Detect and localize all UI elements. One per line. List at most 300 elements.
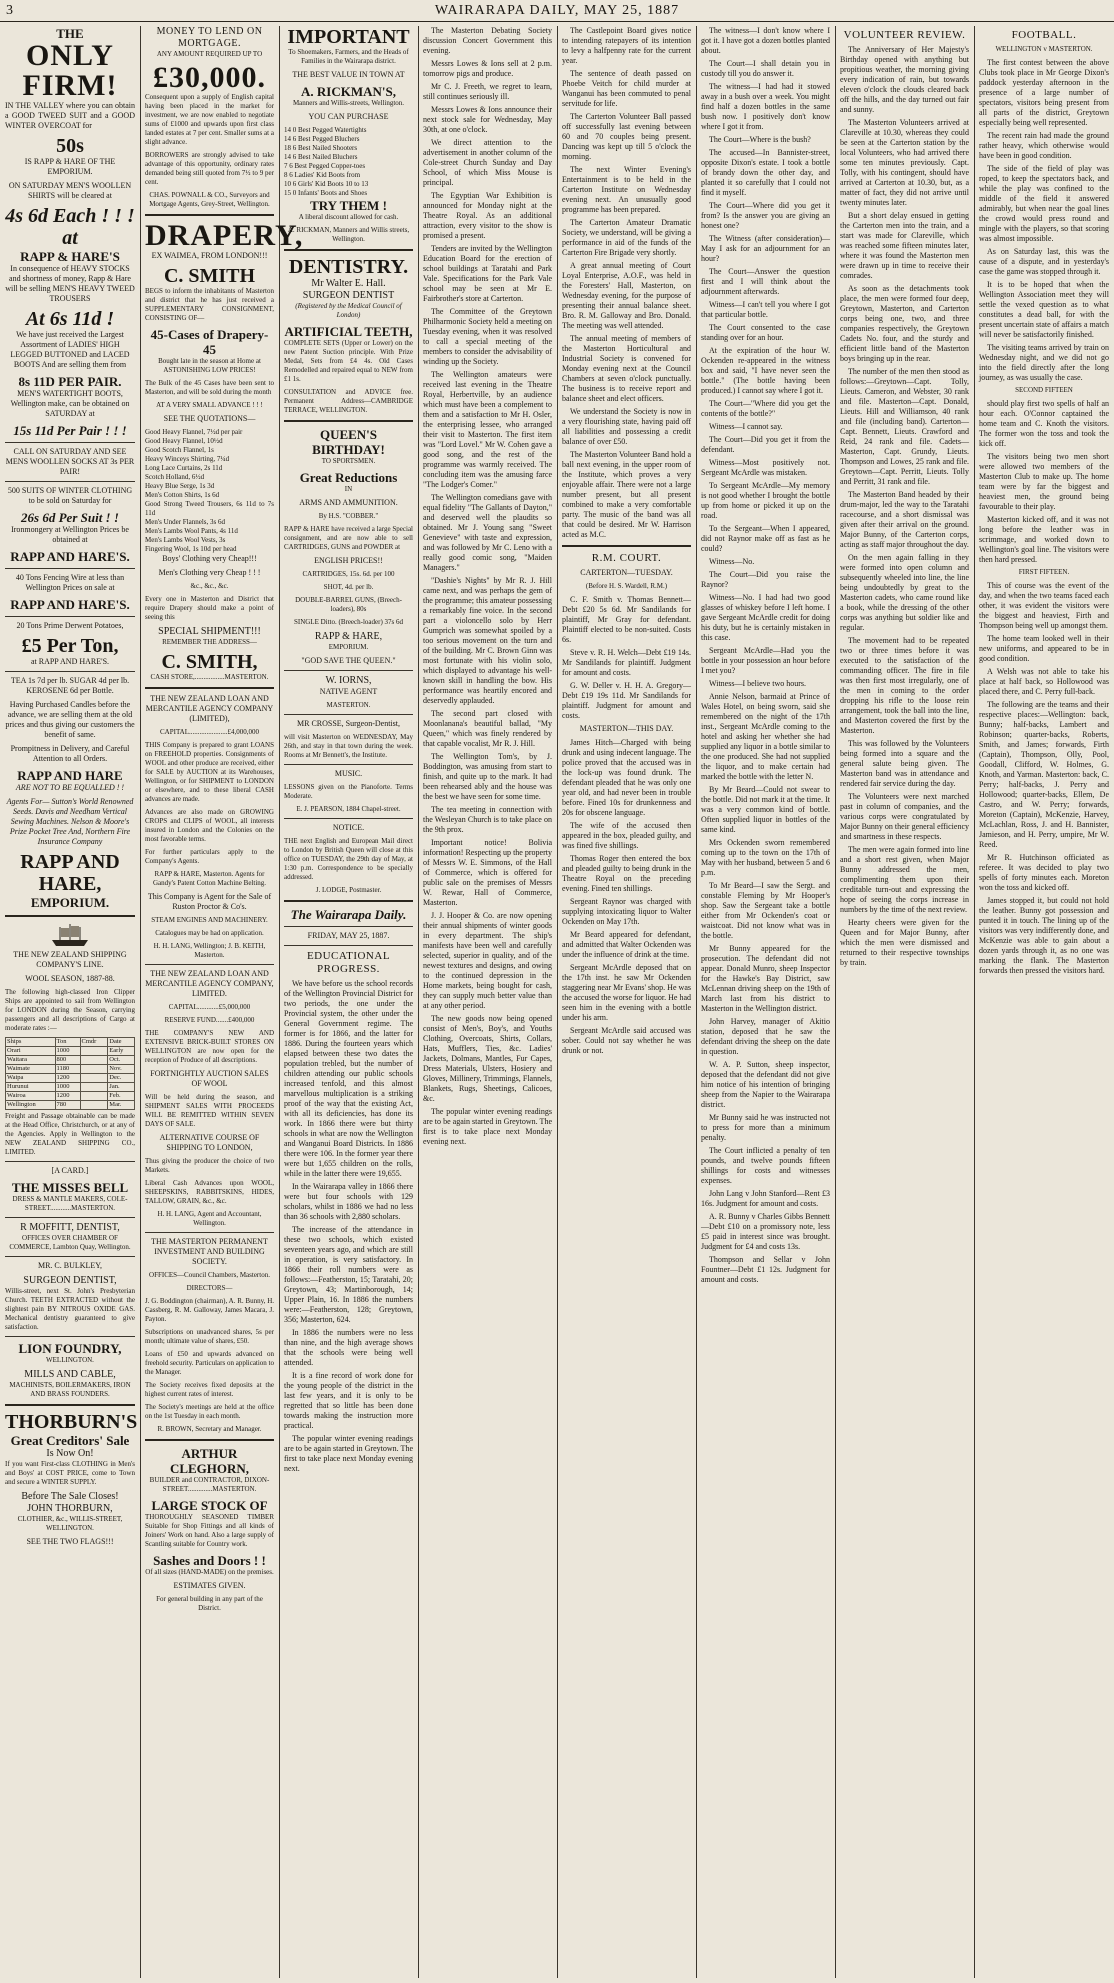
- news-item: The Masterton Debating Society discussion Concert Government this evening.: [423, 26, 552, 55]
- news-item: The sentence of death passed on Phoebe Veitch for child murder at Wanganui has been commuted to penal servitude for life.: [562, 69, 691, 108]
- list-item: 7 6 Best Pegged Copper-toes: [284, 162, 366, 170]
- ship-text: Freight and Passage obtainable can be made at the Head Office, Christchurch, or at any of the Agencies. Apply in Wellington to the NEW ZEALAND SHIPPING CO., LIMITED.: [5, 1112, 135, 1156]
- court-item: James Hitch—Charged with being drunk and using indecent language. The police proved that the accused was in the lock-up was found drunk. The defendant pleaded that he was only one year old, and had never been in trouble before. Fined 10s for drunkenness and 20s for obscene language.: [562, 738, 691, 817]
- table-row: [6, 1047, 135, 1056]
- ad-text: R. BROWN, Secretary and Manager.: [157, 1425, 262, 1433]
- court-item: The wife of the accused then appeared in the box, pleaded guilty, and was fined five shillings.: [562, 821, 691, 850]
- ad-headline: Great Creditors' Sale: [10, 1433, 130, 1448]
- ad-firm: R MOFFITT, DENTIST,: [20, 1222, 120, 1233]
- ad-text: IN: [344, 485, 353, 493]
- table-row: [6, 1083, 135, 1092]
- ad-headline: Before The Sale Closes!: [21, 1491, 119, 1502]
- ad-text: REMEMBER THE ADDRESS—: [162, 638, 257, 646]
- table-cell: 800: [55, 1056, 80, 1065]
- list-item: 14 6 Best Nailed Bluchers: [284, 153, 358, 161]
- section-subheading: MASTERTON—THIS DAY.: [579, 724, 674, 733]
- ad-text: DIRECTORS—: [186, 1284, 233, 1292]
- news-item: We direct attention to the advertisement in another column of the Cole-street Church Sunday and Day School, of which Miss Mouse is principal.: [423, 138, 552, 187]
- ad-text: For further particulars apply to the Company's Agents.: [145, 848, 274, 865]
- table-cell: 1000: [55, 1083, 80, 1092]
- ad-firm: THORBURN'S: [5, 1411, 138, 1433]
- ad-text: IS RAPP & HARE OF THE EMPORIUM.: [24, 157, 116, 176]
- ad-price: 8s 11D PER PAIR.: [18, 374, 122, 389]
- ad-text: ESTIMATES GIVEN.: [173, 1581, 246, 1590]
- court-item: The Court—"Where did you get the contents of the bottle?": [701, 399, 830, 418]
- table-header: Date: [108, 1038, 135, 1047]
- ad-heading: NOTICE.: [332, 823, 365, 832]
- ad-firm: RAPP AND HARE'S.: [10, 597, 130, 612]
- news-item: Messrs Lowes & Ions announce their next stock sale for Wednesday, May 30th, at one o'clock.: [423, 105, 552, 134]
- ad-text: Liberal Cash Advances upon WOOL, SHEEPSKINS, RABBITSKINS, HIDES, TALLOW, GRAIN, &c., &c.: [145, 1179, 274, 1205]
- court-item: Sergeant McArdle—Had you the bottle in your possession an hour before I met you?: [701, 646, 830, 675]
- court-item: A. R. Bunny v Charles Gibbs Bennett—Debt £10 on a promissory note, less £5 paid in interest since was brought. Judgment for £4 and costs 13s.: [701, 1212, 830, 1251]
- news-item: The popular winter evening readings are to be again started in Greytown. The first is to take place next Monday evening next.: [423, 1107, 552, 1146]
- ship-text: The following high-classed Iron Clipper Ships are appointed to sail from Wellington for LONDON during the Season, carrying passengers and all descriptions of Cargo at moderate rates :—: [5, 988, 135, 1032]
- table-cell: Feb.: [108, 1092, 135, 1101]
- article-paragraph: As on Saturday last, this was the cause of a dispute, and in yesterday's case the game was stopped through it.: [979, 247, 1109, 276]
- ad-text: CAPITAL............£5,000,000: [168, 1003, 251, 1011]
- ad-heading: ALTERNATIVE COURSE OF SHIPPING TO LONDON,: [159, 1133, 260, 1152]
- table-header: Ton: [55, 1038, 80, 1047]
- ship-season: WOOL SEASON, 1887-88.: [25, 974, 115, 983]
- ad-text: will visit Masterton on WEDNESDAY, May 26th, and stay in that town during the week. Rooms at Mr Bennett's, the Institute.: [284, 733, 413, 759]
- table-cell: 1000: [55, 1047, 80, 1056]
- ad-text: Prompitness in Delivery, and Careful Attention to all Orders.: [10, 744, 130, 763]
- section-subheading: (Before H. S. Wardell, R.M.): [585, 582, 668, 590]
- list-item: Heavy Blue Serge, 1s 3d: [145, 482, 215, 490]
- table-row: [6, 1074, 135, 1083]
- court-item: Thomas Roger then entered the box and pleaded guilty to being drunk in the Theatre Royal on the preceding evening. Fined ten shillings.: [562, 854, 691, 893]
- news-item: The new goods now being opened consist of Men's, Boy's, and Youths Clothing, Overcoats, Shirts, Collars, Hats, Mufflers, Ties, &c. Ladies' Jackets, Dolmans, Mantles, Fur Capes, Dress Materials, Ulsters, Hosiery and Gloves, Millinery, Trimmings, Flannels, Blankets, Rugs, Sheetings, Calicoes, &c.: [423, 1014, 552, 1103]
- list-item: Scotch Holland, 6½d: [145, 473, 205, 481]
- article-subheading: FIRST FIFTEEN.: [1018, 568, 1070, 576]
- court-item: The Court consented to the case standing over for an hour.: [701, 323, 830, 342]
- article-paragraph: The movement had to be repeated two or three times before it was executed to the satisfaction of the commanding officer. The fire in file was then first most irregularly, one of the men in coming to the order dropping his rifle to the loose rein arrangement, took the ball into the line, and Masterton covered the first by the Masterton.: [840, 636, 969, 735]
- ad-text: MEN'S WATERTIGHT BOOTS, Wellington make, can be obtained on SATURDAY at: [10, 389, 130, 418]
- table-cell: [80, 1092, 108, 1101]
- news-item: J. J. Hooper & Co. are now opening their annual shipments of winter goods in every department. The ship's manifests have been well and carefully selected, superior in quality, and of the newest textures and designs, and owing to the continued depression in the Home markets, being bought for cash, they can supply much better value than at any other period.: [423, 911, 552, 1010]
- court-item: G. W. Deller v. H. H. A. Gregory—Debt £19 19s 11d. Mr Sandilands for plaintiff. Judgment for amount and costs.: [562, 681, 691, 720]
- table-cell: [80, 1083, 108, 1092]
- court-item: Witness—No. I had had two good glasses of whiskey before I left home. I gave Sergeant McArdle credit for doing his duty, but he is certainly mistaken in this case.: [701, 593, 830, 642]
- ad-heading: "GOD SAVE THE QUEEN.": [301, 656, 396, 665]
- list-item: Men's Lambs Wool Vests, 3s: [145, 536, 226, 544]
- court-item: Steve v. R. H. Welch—Debt £19 14s. Mr Sandilands for plaintiff. Judgment for amount and costs.: [562, 648, 691, 677]
- ad-text: A liberal discount allowed for cash.: [298, 213, 399, 221]
- article-paragraph: This of course was the event of the day, and when the two teams faced each other, it was evident the visitors were the biggest and heaviest, Firth and Thompson being well up amongst them.: [979, 581, 1109, 630]
- table-header: Cmdr: [80, 1038, 108, 1047]
- table-cell: [80, 1056, 108, 1065]
- ad-text: IN THE VALLEY where you can obtain a GOOD TWEED SUIT and a GOOD WINTER OVERCOAT for: [5, 101, 135, 130]
- news-item: The next Winter Evening's Entertainment is to be held in the Carterton Institute on Wednesday evening next. An unusually good programme has been prepared.: [562, 165, 691, 214]
- article-paragraph: The first contest between the above Clubs took place in Mr George Dixon's paddock yesterday afternoon in the presence of a large number of spectators, visitors being present from all parts of the district, Greytown especially being well represented.: [979, 58, 1109, 127]
- court-item: W. A. P. Sutton, sheep inspector, deposed that the defendant did not give him notice of his intention of bringing sheep from the Napier to the Wairarapa district.: [701, 1060, 830, 1109]
- ad-text: CONSULTATION and ADVICE free. Permanent Address—CAMBRIDGE TERRACE, WELLINGTON.: [284, 388, 413, 414]
- list-item: Men's Cotton Shirts, 1s 6d: [145, 491, 220, 499]
- ad-text: STEAM ENGINES AND MACHINERY.: [151, 916, 268, 924]
- article-paragraph: It is to be hoped that when the Wellington Association meet they will settle the vexed question as to what constitutes a dead ball, for with the present uncertain state of affairs a match will never be satisfactorily finished.: [979, 280, 1109, 339]
- ad-heading: SURGEON DENTIST: [302, 290, 395, 301]
- ad-headline: ONLY FIRM!: [22, 39, 118, 102]
- article-paragraph: The following are the teams and their respective places:—Wellington: back, Bunny; half-backs, Lambert and Robinson; quarter-backs, Roberts, Smith, and James; forwards, Firth (Captain), Thompson, Olly, Pool, Goodall, Clifford, W. Holmes, G. Knoth, and Yarman. Masterton: back, C. Perry; half-backs, J. Perry and Hollowood; quarter-backs, Ellem, De Castro, and W. Perry; forwards, Moreton (Captain), McKenzie, Harvey, McLachlan, Ross, J. and H. Bannister, Jamieson, and H. Perry, umpire, Mr W. Reed.: [979, 700, 1109, 849]
- ad-text: Agents For— Sutton's World Renowned Seeds. Davis and Needham Vertical Sewing Machines. Nelson & Moore's Prize Pocket Tree And, Northern Fire Insurance Company: [6, 797, 134, 846]
- column-1: [0, 26, 140, 1978]
- ad-text: SINGLE Ditto. (Breech-loader) 37s 6d: [293, 618, 404, 626]
- news-item: The Carterton Volunteer Ball passed off successfully last evening between 60 and 70 couples being present. Dancing was kept up till 5 o'clock the morning.: [562, 112, 691, 161]
- court-item: At the expiration of the hour W. Ockenden re-appeared in the witness box and said, "I have never seen the bottle." (The bottle having been produced.) I cannot say where I got it.: [701, 346, 830, 395]
- table-cell: Mar.: [108, 1101, 135, 1110]
- news-item: The Carterton Amateur Dramatic Society, we understand, will be giving a performance in aid of the funds of the Carterton Fire Brigade very shortly.: [562, 218, 691, 257]
- card-label: [A CARD.]: [51, 1166, 89, 1175]
- article-paragraph: It is a fine record of work done for the young people of the district in the last few years, and it is only to be regretted that so little has been done towards making the instruction more practical.: [284, 1371, 413, 1430]
- table-cell: Early: [108, 1047, 135, 1056]
- ad-text: THIS Company is prepared to grant LOANS on FREEHOLD properties. Consignments of WOOL and other produce are received, either for SALE by AUCTION at its Warehouses, Wellington, or for SHIPMENT to LONDON or elsewhere, and to these liberal CASH advances are made.: [145, 741, 274, 803]
- article-heading: VOLUNTEER REVIEW.: [843, 29, 966, 41]
- article-heading: FOOTBALL.: [1011, 29, 1077, 41]
- article-paragraph: The visitors being two men short were allowed two members of the Masterton Club to make up. The home team were by far the biggest and heaviest men, the ground being favourable to their play.: [979, 452, 1109, 511]
- ad-firm: Mr Walter E. Hall.: [311, 278, 386, 289]
- table-row: [6, 1065, 135, 1074]
- ad-text: In consequence of HEAVY STOCKS and shortness of money, Rapp & Hare will be selling MEN'S HEAVY TWEED TROUSERS: [5, 264, 135, 303]
- ship-title: THE NEW ZEALAND SHIPPING COMPANY'S LINE.: [13, 950, 127, 969]
- ad-heading: YOU CAN PURCHASE: [308, 112, 389, 121]
- ad-text: Willis-street, next St. John's Presbyterian Church. TEETH EXTRACTED without the slightest pain BY NITROUS OXIDE GAS. Mechanical dentistry guaranteed to give satisfaction.: [5, 1287, 135, 1331]
- news-item: Messrs Lowes & Ions sell at 2 p.m. tomorrow pigs and produce.: [423, 59, 552, 78]
- court-item: To the Sergeant—When I appeared, did not Raynor make off as fast as he could?: [701, 524, 830, 553]
- ad-text: A. RICKMAN, Manners and Willis streets, Wellington.: [287, 226, 410, 243]
- news-item: The Wellington Tom's, by J. Boddington, was amusing from start to finish, and quite up to the mark. It had been rehearsed ably and the house was the best we have seen for some time.: [423, 752, 552, 801]
- list-item: 14 6 Best Pegged Bluchers: [284, 135, 360, 143]
- table-cell: Waimate: [6, 1065, 56, 1074]
- table-cell: 1180: [55, 1065, 80, 1074]
- ad-price: At 6s 11d !: [25, 308, 115, 330]
- list-item: Good Scotch Flannel, 1s: [145, 446, 214, 454]
- article-paragraph: Hearty cheers were given for the Queen and for Major Bunny, after which the men were dismissed and returned to their respective townships by train.: [840, 918, 969, 967]
- ad-text: THOROUGHLY SEASONED TIMBER Suitable for Shop Fittings and all kinds of Joiners' Work on hand. Also a large supply of Scantling suitable for Country work.: [145, 1513, 274, 1548]
- ship-table: [5, 1037, 135, 1110]
- ad-text: ARE NOT TO BE EQUALLED ! !: [15, 783, 125, 792]
- ad-text: This Company is Agent for the Sale of Ruston Proctor & Co's.: [147, 892, 272, 911]
- table-cell: Hurunui: [6, 1083, 56, 1092]
- table-cell: [80, 1065, 108, 1074]
- table-cell: Oct.: [108, 1056, 135, 1065]
- ad-text: DRESS & MANTLE MAKERS, COLE-STREET............MASTERTON.: [12, 1195, 128, 1212]
- article-paragraph: A Welsh was not able to take his place at half back, so Hollowood was placed there, and C. Perry full-back.: [979, 667, 1109, 696]
- ad-text: EMPORIUM.: [328, 643, 369, 651]
- ad-text: MACHINISTS, BOILERMAKERS, IRON AND BRASS FOUNDERS.: [9, 1381, 131, 1398]
- ad-firm: THE MISSES BELL: [11, 1180, 129, 1195]
- ad-text: H. H. LANG, Wellington; J. B. KEITH, Masterton.: [153, 942, 266, 959]
- news-item: Mr C. J. Freeth, we regret to learn, still continues seriously ill.: [423, 82, 552, 101]
- list-item: Good Heavy Flannel, 10½d: [145, 437, 223, 445]
- article-paragraph: On the men again falling in they were formed into open column and subsequently wheeled into line, the line being undoubtedly by great to the Masterton cadets, who came round like a book, while the dressing of the other corps was anything but soldier like and regular.: [840, 553, 969, 632]
- ad-text: Loans of £50 and upwards advanced on freehold security. Particulars on application to the Manager.: [145, 1350, 275, 1376]
- news-item: The Committee of the Greytown Philharmonic Society held a meeting on Tuesday evening, when it was resolved to call a special meeting of the members to consider the advisability of winding up the Society.: [423, 307, 552, 366]
- ad-text: ON SATURDAY MEN'S WOOLLEN SHIRTS will be cleared at: [8, 181, 132, 200]
- ad-text: THE next English and European Mail direct to London by British Queen will close at this office on TUESDAY, the 29th day of May, at 1:30 p.m. Correspondence to be specially addressed.: [284, 837, 413, 881]
- ad-text: CLOTHIER, &c., WILLIS-STREET, WELLINGTON.: [17, 1515, 123, 1532]
- table-header: Ships: [6, 1038, 56, 1047]
- ad-text: Having Purchased Candles before the advance, we are selling them at the old prices and thus giving our customers the benefit of same.: [5, 700, 135, 739]
- ad-firm: C. SMITH: [163, 265, 256, 287]
- column-7: [835, 26, 974, 1978]
- ad-text: For general building in any part of the District.: [156, 1595, 263, 1612]
- news-item: The Wellington comedians gave with equal fidelity "The Gallants of Dayton," and deserved well the plaudits so obtained. Mr J. Young sang "Sweet Genevieve" with taste and expression, and was followed by Mr C. Leno with a really good comic song, "Maiden Managers.": [423, 493, 552, 572]
- court-item: To Sergeant McArdle—My memory is not good whether I brought the bottle up from home or picked it up on the road.: [701, 481, 830, 520]
- article-paragraph: The Masterton Band headed by their drum-major, led the way to the Taratahi racecourse, and a short dismissal was given after their arrival on the ground. Major Bunny, of the Carterton corps, acting as staff major throughout the day.: [840, 490, 969, 549]
- news-item: The Masterton Volunteer Band hold a ball next evening, in the upper room of the Institute, which proves a very enjoyable affair. There were not a large number present, but all present combined to make a very comfortable party. The music of the band was all that could be desired. Mr W. Harrison acted as M.C.: [562, 450, 691, 539]
- list-item: Good Heavy Flannel, 7½d per pair: [145, 428, 243, 436]
- list-item: 10 6 Girls' Kid Boots 10 to 13: [284, 180, 369, 188]
- ad-text: CARTRIDGES, 15s. 6d. per 100: [302, 570, 395, 578]
- ad-text: Ironmongery at Wellington Prices be obtained at: [11, 525, 129, 544]
- article-paragraph: The recent rain had made the ground rather heavy, which otherwise would have been in good condition.: [979, 131, 1109, 160]
- ad-text: BUILDER and CONTRACTOR, DIXON-STREET..............MASTERTON.: [149, 1476, 270, 1493]
- article-paragraph: In the Wairarapa valley in 1866 there were but four schools with 129 scholars, whilst in 1886 we had no less than 36 schools with 2,880 scholars.: [284, 1182, 413, 1221]
- ad-firm: MILLS AND CABLE,: [24, 1369, 116, 1380]
- ad-text: CALL ON SATURDAY AND SEE MENS WOOLLEN SOCKS AT 3s PER PAIR!: [5, 447, 135, 476]
- article-paragraph: In 1886 the numbers were no less than nine, and the high average shows that the schools were being well attended.: [284, 1328, 413, 1367]
- court-item: Witness—I believe two hours.: [709, 679, 806, 688]
- ad-headline: ARTIFICIAL TEETH,: [284, 324, 413, 339]
- ad-firm: RAPP & HARE,: [314, 631, 383, 642]
- ad-text: By H.S. "COBBER.": [318, 512, 379, 520]
- page-title: WAIRARAPA DAILY, MAY 25, 1887: [434, 3, 680, 18]
- article-paragraph: The Volunteers were next marched past in column of companies, and the various corps were congratulated by Major Bunny on their general efficiency and smartness in these respects.: [840, 792, 969, 841]
- table-cell: Waipa: [6, 1074, 56, 1083]
- ad-text: RAPP & HARE, Masterton. Agents for Gandy's Patent Cotton Machine Belting.: [152, 870, 267, 887]
- table-row: [6, 1056, 135, 1065]
- table-cell: Waitara: [6, 1056, 56, 1065]
- list-item: Long Lace Curtains, 2s 11d: [145, 464, 223, 472]
- table-cell: Wellington: [6, 1101, 56, 1110]
- table-cell: 1200: [55, 1092, 80, 1101]
- ad-text: THE COMPANY'S NEW AND EXTENSIVE BRICK-BUILT STORES ON WELLINGTON are now open for the reception of Produce of all descriptions.: [145, 1029, 274, 1064]
- ad-text: COMPLETE SETS (Upper or Lower) on the new Patent Suction principle. With Prize Medal, Sets from £4 4s. Old Cases Remodelled and repaired equal to NEW from £1 1s.: [284, 339, 413, 383]
- article-paragraph: The popular winter evening readings are to be again started in Greytown. The first to take place next Monday evening next.: [284, 1434, 413, 1473]
- ad-text: CAPITAL......................£4,000,000: [160, 728, 259, 736]
- court-item: Mrs Ockenden sworn remembered coming up to the town on the 17th of May with her husband, between 5 and 6 p.m.: [701, 838, 830, 877]
- court-item: Mr Beard appeared for defendant, and admitted that Walter Ockenden was under the influence of drink at the time.: [562, 930, 691, 959]
- list-item: Men's Lambs Wool Pants, 4s 11d: [145, 527, 238, 535]
- page-number: 3: [6, 3, 14, 18]
- ad-heading: THE NEW ZEALAND LOAN AND MERCANTILE AGENCY COMPANY (LIMITED),: [145, 694, 274, 723]
- price-list: [284, 126, 413, 198]
- news-item: The Wellington amateurs were received last evening in the Theatre Royal, Herbertville, by an audience which must have been a complement to them and a satisfaction to Mr H. Osler, the enterprising lessee, who arranged their visit to Masterton. The first item was "Lord Lovel." Mr W. Cohen gave a good song, and the rest of the programme was warmly received. The concluding item was the amusing farce "The Lodger's Comer.": [423, 370, 552, 489]
- ad-text: E. J. PEARSON, 1884 Chapel-street.: [296, 805, 401, 813]
- table-cell: [80, 1047, 108, 1056]
- court-item: Thompson and Sellar v John Fountner—Debt £1 12s. Judgment for amount and costs.: [701, 1255, 830, 1284]
- ship-icon: [48, 922, 92, 948]
- article-paragraph: The home team looked well in their new uniforms, and appeared to be in good condition.: [979, 634, 1109, 663]
- column-3: [279, 26, 418, 1978]
- list-item: 18 6 Best Nailed Shooters: [284, 144, 358, 152]
- news-item: The tea meeting in connection with the Wesleyan Church is to take place on the 9th prox.: [423, 805, 552, 834]
- list-item: 15 0 Infants' Boots and Shoes: [284, 189, 368, 197]
- article-paragraph: The number of the men then stood as follows:—Greytown—Capt. Tolly, Lieuts. Cameron, and Webster, 30 rank and file. Masterton—Capt. Donald, Lieuts. Hill and Williamson, 40 rank and file (including band). Carterton—Capt. Bennett, Lieuts. Crawford and Reid, 24 rank and file. Cadets—Masterton, Capt. Grundy, Lieuts. Thompson and Lowes, 25 rank and file. Greytown—Capt. Perritt, Lieuts. Tolly and Perritt, 31 rank and file.: [840, 367, 969, 486]
- ad-heading: THE MASTERTON PERMANENT INVESTMENT AND BUILDING SOCIETY.: [151, 1237, 268, 1266]
- article-paragraph: The increase of the attendance in these two schools, which existed seventeen years ago, and which are still in operation, is very satisfactory. In 1866 their roll numbers were as follows:—Featherston, 15; Taratahi, 20; Greytown, 43; Martinborough, 14; Upper Plain, 16. In 1886 the numbers were:—Featherston, 128; Greytown, 356; Masterton, 624.: [284, 1225, 413, 1324]
- court-item: The witness—I had had it stowed away in a bush over a week. You might find half a dozen bottles in the same bush now. I positively don't know where I got it from.: [701, 82, 830, 131]
- ad-firm: LION FOUNDRY,: [18, 1341, 122, 1356]
- ad-price: 26s 6d Per Suit ! !: [21, 510, 119, 525]
- news-item: A great annual meeting of Court Loyal Enterprise, A.O.F., was held in the Foresters' Hall, Masterton, on Wednesday evening, for the purpose of presenting their annual balance sheet. Bro. R. M. Galloway and Bro. Donald. The meeting was well attended.: [562, 261, 691, 330]
- ad-text: Consequent upon a supply of English capital having been placed in the market for investment, we are now enabled to negotiate sums of £1000 and upwards upon first class landed estates at 7 per cent. Smaller sums at a slight advance.: [145, 93, 274, 146]
- ad-text: RAPP & HARE have received a large Special consignment, and are now able to sell CARTRIDGES, GUNS and POWDER at: [284, 525, 413, 551]
- article-subheading: WELLINGTON v MASTERTON.: [995, 45, 1093, 53]
- ad-text: CASH STORE,.................MASTERTON.: [150, 673, 269, 681]
- ad-price: 50s: [56, 135, 84, 157]
- column-4: [418, 26, 557, 1978]
- table-cell: Jan.: [108, 1083, 135, 1092]
- column-6: [696, 26, 835, 1978]
- ad-text: BORROWERS are strongly advised to take advantage of this opportunity, ordinary rates demanded being still quoted from 7½ to 9 per cent.: [145, 151, 274, 186]
- table-cell: Nov.: [108, 1065, 135, 1074]
- court-item: To Mr Beard—I saw the Sergt. and constable Fleming by Mr Hooper's shop. Saw the Sergeant take a bottle either from Mr Ockenden's coat or waistcoat. Did not know what was in the bottle.: [701, 881, 830, 940]
- article-paragraph: As soon as the detachments took place, the men were formed four deep, Greytown, Masterton, and Carterton corps being one, two, and three companies respectively, the Greytown Cadets No. four, and the sturdy and efficient little band of the Masterton boys bringing up in the rear.: [840, 284, 969, 363]
- ad-firm: ARTHUR CLEGHORN,: [169, 1446, 250, 1476]
- news-item: The Castlepoint Board gives notice to intending ratepayers of its intention to levy a halfpenny rate for the current year.: [562, 26, 691, 65]
- court-item: By Mr Beard—Could not swear to the bottle. Did not mark it at the time. It was a very common kind of bottle. Often supplied liquor in bottles of the same kind.: [701, 785, 830, 834]
- article-paragraph: The Masterton Volunteers arrived at Clareville at 10.30, whereas they could be seen at the Carterton station by the local Volunteers, who had arrived there some ten minutes previously. Capt. Tolly, with his contingent, should have arrived at Carterton at 10.30, but, as a matter of fact, they did not arrive until twenty minutes later.: [840, 118, 969, 207]
- ad-text: TEA 1s 7d per lb. SUGAR 4d per lb. KEROSENE 6d per Bottle.: [10, 676, 130, 695]
- ad-text: Men's Clothing very Cheap ! ! !: [158, 568, 261, 577]
- ad-firm: RAPP AND HARE,: [20, 851, 120, 895]
- ad-text: THE BEST VALUE IN TOWN AT: [292, 70, 405, 79]
- court-item: C. F. Smith v. Thomas Bennett—Debt £20 5s 6d. Mr Sandilands for plaintiff, Mr Gray for defendant. Plaintiff elected to be non-suited. Costs 6s.: [562, 595, 691, 644]
- ad-text: Subscriptions on unadvanced shares, 5s per month; ultimate value of shares, £50.: [145, 1328, 274, 1345]
- news-item: The annual meeting of members of the Masterton Horticultural and Industrial Society is convened for Monday evening next at the Council Chambers at seven o'clock punctually. The business is to receive report and balance sheet and elect officers.: [562, 334, 691, 403]
- list-item: 14 0 Best Pegged Watertights: [284, 126, 367, 134]
- news-item: "Dashie's Nights" by Mr R. J. Hill came next, and was perhaps the gem of the programme; this amateur possessing a remarkably fine voice. In the second part a violoncello solo by Herr Gumprich was somewhat spoiled by a too serious movement on the turn and of the building. Mr C. Brown Ginn was most fortunate with his violin solo, which displayed to advantage his well-known skill in handling the bow. His performance was heartily encored and deservedly applauded.: [423, 576, 552, 705]
- table-cell: Wairoa: [6, 1092, 56, 1101]
- ad-headline: DRAPERY,: [145, 219, 304, 252]
- court-item: The Court—Did you raise the Raynor?: [701, 570, 830, 589]
- ad-text: H. H. LANG, Agent and Accountant, Wellington.: [157, 1210, 262, 1227]
- paper-masthead: The Wairarapa Daily.: [290, 907, 407, 922]
- court-item: Sergeant McArdle deposed that on the 17th inst. he saw Mr Ockenden staggering near Mr Evans' shop. He was the accused the worse for liquor. He had seen him in the evening with a bottle under his arm.: [562, 963, 691, 1022]
- article-paragraph: But a short delay ensued in getting the Carterton men into the train, and a start was made for Clareville, which was reached some fifteen minutes later, where it was found the Masterton men were drawn up in time to receive their comrades.: [840, 211, 969, 280]
- ad-text: ANY AMOUNT REQUIRED UP TO: [156, 50, 263, 58]
- ad-headline: Sashes and Doors ! !: [153, 1553, 266, 1568]
- ad-firm: W. IORNS,: [325, 675, 372, 686]
- ad-text: Every one in Masterton and District that require Drapery should make a point of seeing this: [145, 595, 274, 621]
- ad-firm: RAPP & HARE'S: [20, 249, 120, 264]
- ad-firm: C. SMITH,: [161, 651, 258, 673]
- ad-heading: THE: [56, 26, 84, 41]
- court-item: The Court inflicted a penalty of ten pounds, and twelve pounds fifteen shillings for costs and witnesses expenses.: [701, 1146, 830, 1185]
- ad-text: CHAS. POWNALL & CO., Surveyors and Mortgage Agents, Grey-Street, Wellington.: [149, 191, 270, 208]
- court-item: The witness—I don't know where I got it. I have got a dozen bottles planted about.: [701, 26, 830, 55]
- ad-text: 20 Tons Prime Derwent Potatoes,: [16, 621, 124, 630]
- section-subheading: CARTERTON—TUESDAY.: [580, 568, 673, 577]
- ad-heading: MUSIC.: [334, 769, 363, 778]
- ad-text: EX WAIMEA, FROM LONDON!!!: [151, 251, 268, 260]
- ad-text: Will be held during the season, and SHIPMENT SALES WITH PROCEEDS WILL BE REMITTED WITHIN SEVEN DAYS OF SALE.: [145, 1093, 274, 1128]
- page-header: [0, 0, 1114, 22]
- table-cell: [80, 1101, 108, 1110]
- table-cell: Orari: [6, 1047, 56, 1056]
- court-item: Witness—No.: [709, 557, 755, 566]
- ad-text: We have just received the Largest Assortment of LADIES' HIGH LEGGED BUTTONED and LACED BOOTS And are selling them from: [10, 330, 130, 369]
- court-item: Sergeant Raynor was charged with supplying intoxicating liquor to Walter Ockenden on May 17th.: [562, 897, 691, 926]
- court-item: Mr Bunny appeared for the prosecution. The defendant did not appear. Donald Munro, sheep Inspector for the Hawke's Bay District, saw McLennan driving sheep on the 19th of March last from his district to Masterton in the Wellington district.: [701, 944, 830, 1013]
- list-item: Fingering Wool, 1s 10d per head: [145, 545, 237, 553]
- table-cell: Dec.: [108, 1074, 135, 1083]
- court-item: The Court—I shall detain you in custody till you do answer it.: [701, 59, 830, 78]
- article-paragraph: should play first two spells of half an hour each. O'Connor captained the home team and C. Knoth the visitors. The former won the toss and took the kick off.: [979, 399, 1109, 448]
- list-item: Good Strong Tweed Trousers, 6s 11d to 7s 11d: [145, 500, 274, 517]
- ad-text: OFFICES OVER CHAMBER OF COMMERCE, Lambton Quay, Wellington.: [9, 1234, 131, 1251]
- ad-heading: SEE THE QUOTATIONS—: [163, 414, 256, 423]
- ad-firm: RAPP AND HARE: [17, 768, 123, 783]
- news-item: The Egyptian War Exhibition is announced for Monday night at the Theatre Royal. As an additional attraction, every visitor to the show is promised a present.: [423, 191, 552, 240]
- list-item: 8 6 Ladies' Kid Boots from: [284, 171, 361, 179]
- court-item: The Court—Where did you get it from? Is the answer you are giving an honest one?: [701, 201, 830, 230]
- court-item: The Witness (after consideration)—May I ask for an adjournment for an hour?: [701, 234, 830, 263]
- court-item: Mr Bunny said he was instructed not to press for more than a minimum penalty.: [701, 1113, 830, 1142]
- court-item: Witness—Most positively not. Sergeant McArdle was mistaken.: [701, 458, 830, 477]
- ad-text: LESSONS given on the Pianoforte. Terms Moderate.: [284, 783, 413, 800]
- ad-price: 15s 11d Per Pair ! ! !: [13, 423, 127, 438]
- ad-headline: QUEEN'S BIRTHDAY!: [312, 427, 385, 457]
- ad-firm: SURGEON DENTIST,: [23, 1275, 117, 1286]
- ad-text: The Society receives fixed deposits at the highest current rates of interest.: [145, 1381, 274, 1398]
- article-paragraph: Mr R. Hutchinson officiated as referee. It was decided to play two spells of forty minutes each. Moreton won the toss and kicked off.: [979, 853, 1109, 892]
- issue-date: FRIDAY, MAY 25, 1887.: [307, 931, 390, 940]
- court-item: Witness—I can't tell you where I got that particular bottle.: [701, 300, 830, 319]
- ad-text: 40 Tons Fencing Wire at less than Wellington Prices on sale at: [15, 573, 125, 592]
- ad-text: MASTERTON.: [326, 701, 371, 709]
- article-paragraph: This was followed by the Volunteers being formed into a square and the general salute being given. The Masterton band was in attendance and rendered fair service during the day.: [840, 739, 969, 788]
- ad-price: 4s 6d Each ! ! ! at: [5, 205, 135, 249]
- ad-text: TO SPORTSMEN.: [321, 457, 376, 465]
- table-cell: 780: [55, 1101, 80, 1110]
- ad-headline: DENTISTRY.: [288, 256, 409, 278]
- ad-headline: SPECIAL SHIPMENT!!!: [158, 626, 261, 637]
- ad-heading: THE NEW ZEALAND LOAN AND MERCANTILE AGENCY COMPANY, LIMITED.: [145, 969, 274, 998]
- ad-text: Boys' Clothing very Cheap!!!: [162, 554, 257, 563]
- ad-text: The Bulk of the 45 Cases have been sent to Masterton, and will be sold during the month: [145, 379, 274, 396]
- ad-firm: RAPP AND HARE'S.: [10, 549, 130, 564]
- ad-text: J. LODGE, Postmaster.: [315, 886, 382, 894]
- ad-text: To Shoemakers, Farmers, and the Heads of Families in the Wairarapa district.: [288, 48, 409, 65]
- article-paragraph: The visiting teams arrived by train on Wednesday night, and we did not go into the field directly after the long journey, as was usually the case.: [979, 343, 1109, 382]
- ad-text: J. G. Boddington (chairman), A. R. Bunny, H. Cassberg, R. M. Galloway, James Macara, J. Payton.: [145, 1297, 274, 1323]
- ad-text: 500 SUITS OF WINTER CLOTHING to be sold on Saturday for: [7, 486, 133, 505]
- ad-text: RESERVE FUND.......£400,000: [164, 1016, 255, 1024]
- ad-firm: EMPORIUM.: [30, 895, 110, 910]
- court-item: Sergeant McArdle said accused was sober. Could not say whether he was drunk or not.: [562, 1026, 691, 1055]
- ad-text: SHOT, 4d. per lb.: [323, 583, 374, 591]
- ad-text: Catalogues may be had on application.: [155, 929, 264, 937]
- court-item: Witness—I cannot say.: [709, 422, 783, 431]
- section-heading: R.M. COURT.: [591, 552, 662, 564]
- court-item: The accused—In Bannister-street, opposite Dixon's estate. I took a bottle of brandy down the other day, and planted it so carefully that I could not find it myself.: [701, 148, 830, 197]
- ad-text: WELLINGTON.: [46, 1356, 94, 1364]
- ad-headline: IMPORTANT: [287, 26, 410, 48]
- ad-text: The Society's meetings are held at the office on the 1st Tuesday in each month.: [145, 1403, 274, 1420]
- article-paragraph: James stopped it, but could not hold the leather. Bunny got possession and punted it in touch. The lining up of the visitors was very indifferently done, and McKenzie was able to gain about a dozen yards through it, as no one was marking the flank. The Masterton forwards then pressed the visitors hard.: [979, 896, 1109, 975]
- article-heading: EDUCATIONAL PROGRESS.: [306, 950, 391, 975]
- article-subheading: SECOND FIFTEEN: [1015, 386, 1073, 394]
- ad-heading: MONEY TO LEND ON MORTGAGE.: [156, 26, 263, 49]
- article-paragraph: The side of the field of play was roped, to keep the spectators back, and while the play was confined to the middle of the field it answered admirably, but when near the goal lines the crowd would press round and mingle with the players, so that scoring was almost impossible.: [979, 164, 1109, 243]
- ad-heading: MR CROSSE, Surgeon-Dentist,: [297, 719, 400, 728]
- ad-price: £30,000.: [153, 61, 266, 94]
- ad-price: £5 Per Ton,: [21, 635, 119, 657]
- ad-heading: ENGLISH PRICES!!: [314, 556, 383, 565]
